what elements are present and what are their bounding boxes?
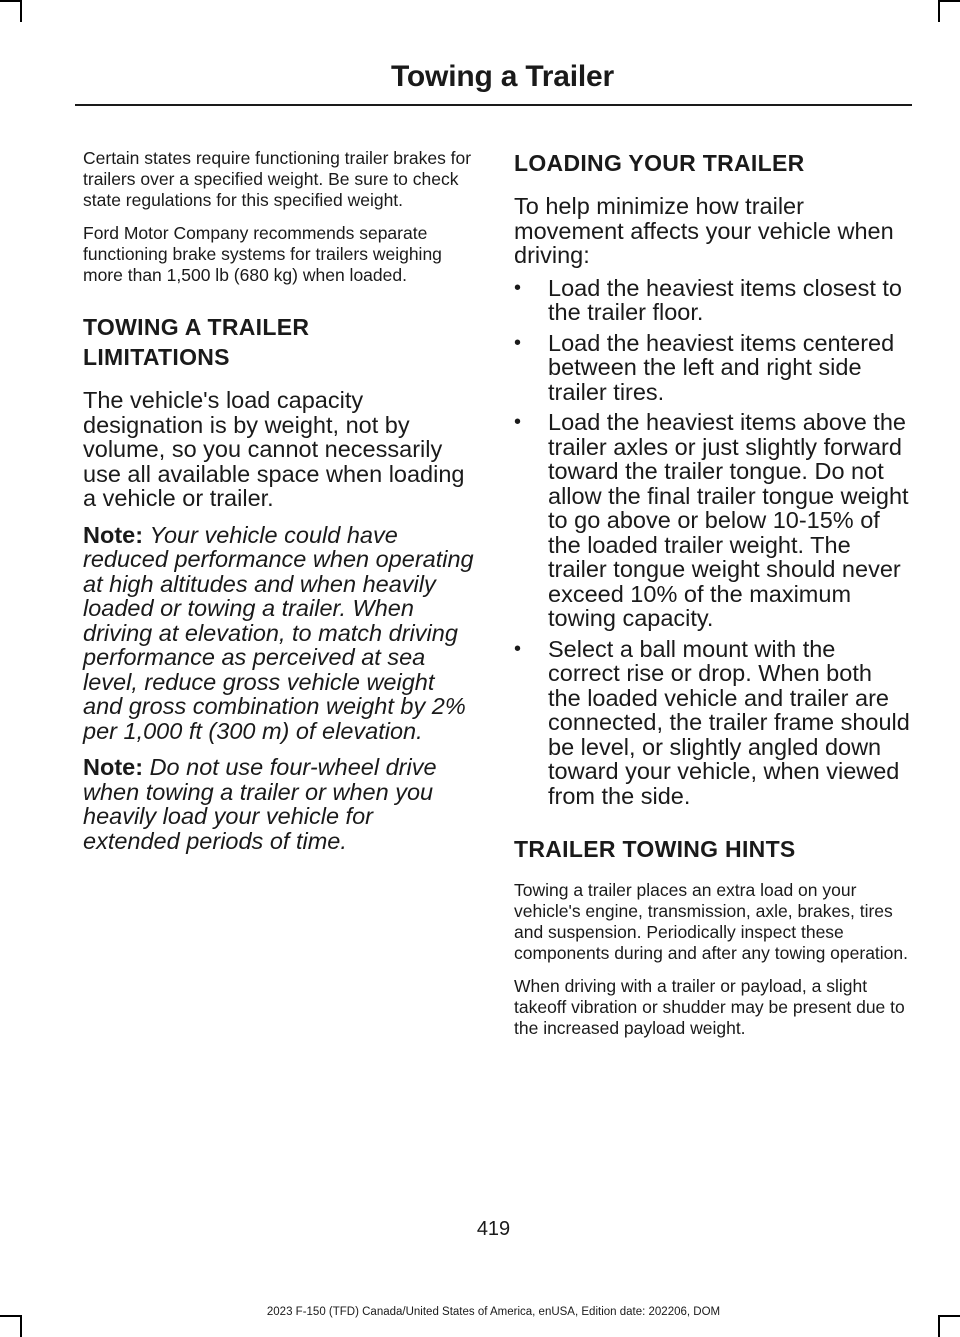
list-item <box>514 331 910 405</box>
list-item-text: Load the heaviest items closest to the trailer floor. <box>548 274 903 325</box>
crop-mark-bottom-left <box>20 1315 22 1337</box>
header-divider <box>75 104 912 106</box>
crop-mark-bottom-right <box>938 1315 940 1337</box>
list-item-text: Load the heaviest items centered between the left and right side trailer tires. <box>548 329 895 405</box>
right-column <box>514 148 910 1051</box>
brake-regulation-paragraph: Certain states require functioning trailer brakes for trailers over a specified weight. Be sure to check state regulations for this specified weight. <box>83 148 472 210</box>
bullet-icon: • <box>514 331 522 354</box>
page-number: 419 <box>476 1218 511 1240</box>
bullet-icon: • <box>514 637 522 660</box>
note-altitude <box>83 523 475 744</box>
load-capacity-paragraph: The vehicle's load capacity designation is by weight, not by volume, so you cannot necessarily use all available space when loading a vehicle or trailer. <box>83 387 465 511</box>
list-item-text: Load the heaviest items above the trailer axles or just slightly forward toward the trailer tongue. Do not allow the final trailer tongue weight to go above or below 10-15% of the loaded trailer weight. The trailer tongue weight should never exceed 10% of the maximum towing capacity. <box>548 409 909 631</box>
section-heading-limitations-line2: LIMITATIONS <box>83 344 230 370</box>
left-column <box>83 148 475 865</box>
crop-mark-top-left <box>0 0 22 2</box>
bullet-icon: • <box>514 276 522 299</box>
crop-mark-top-right <box>938 0 960 2</box>
note-text: Your vehicle could have reduced performance when operating at high altitudes and when heavily loaded or towing a trailer. When driving at elevation, to match driving performance as perceived at sea level, reduce gross vehicle weight and gross combination weight by 2% per 1,000 ft (300 m) of elevation. <box>83 521 474 744</box>
loading-bullet-list <box>514 276 910 809</box>
list-item <box>514 637 910 809</box>
bullet-icon: • <box>514 411 522 433</box>
list-item <box>514 410 910 631</box>
note-label: Note: <box>83 521 144 548</box>
section-heading-towing-hints: TRAILER TOWING HINTS <box>514 836 796 862</box>
vibration-paragraph: When driving with a trailer or payload, a slight takeoff vibration or shudder may be present due to the increased payload weight. <box>514 976 905 1038</box>
crop-mark-top-right <box>938 0 940 22</box>
section-heading-loading: LOADING YOUR TRAILER <box>514 150 805 176</box>
note-text: Do not use four-wheel drive when towing a trailer or when you heavily load your vehicle for extended periods of time. <box>83 754 437 854</box>
list-item <box>514 276 910 325</box>
page-title: Towing a Trailer <box>391 60 614 93</box>
loading-intro-paragraph: To help minimize how trailer movement affects your vehicle when driving: <box>514 193 894 268</box>
note-label: Note: <box>83 754 144 780</box>
brake-recommendation-paragraph: Ford Motor Company recommends separate functioning brake systems for trailers weighing more than 1,500 lb (680 kg) when loaded. <box>83 223 442 285</box>
crop-mark-top-left <box>20 0 22 22</box>
edition-footer: 2023 F-150 (TFD) Canada/United States of America, enUSA, Edition date: 202206, DOM <box>266 1306 721 1318</box>
section-heading-limitations-line1: TOWING A TRAILER <box>83 314 310 340</box>
note-four-wheel-drive <box>83 755 475 853</box>
list-item-text: Select a ball mount with the correct rise or drop. When both the loaded vehicle and trailer are connected, the trailer frame should be level, or slightly angled down toward your vehicle, when viewed from the side. <box>548 635 910 809</box>
towing-load-paragraph: Towing a trailer places an extra load on your vehicle's engine, transmission, axle, brakes, tires and suspension. Periodically inspect these components during and after any towing operation. <box>514 880 909 963</box>
